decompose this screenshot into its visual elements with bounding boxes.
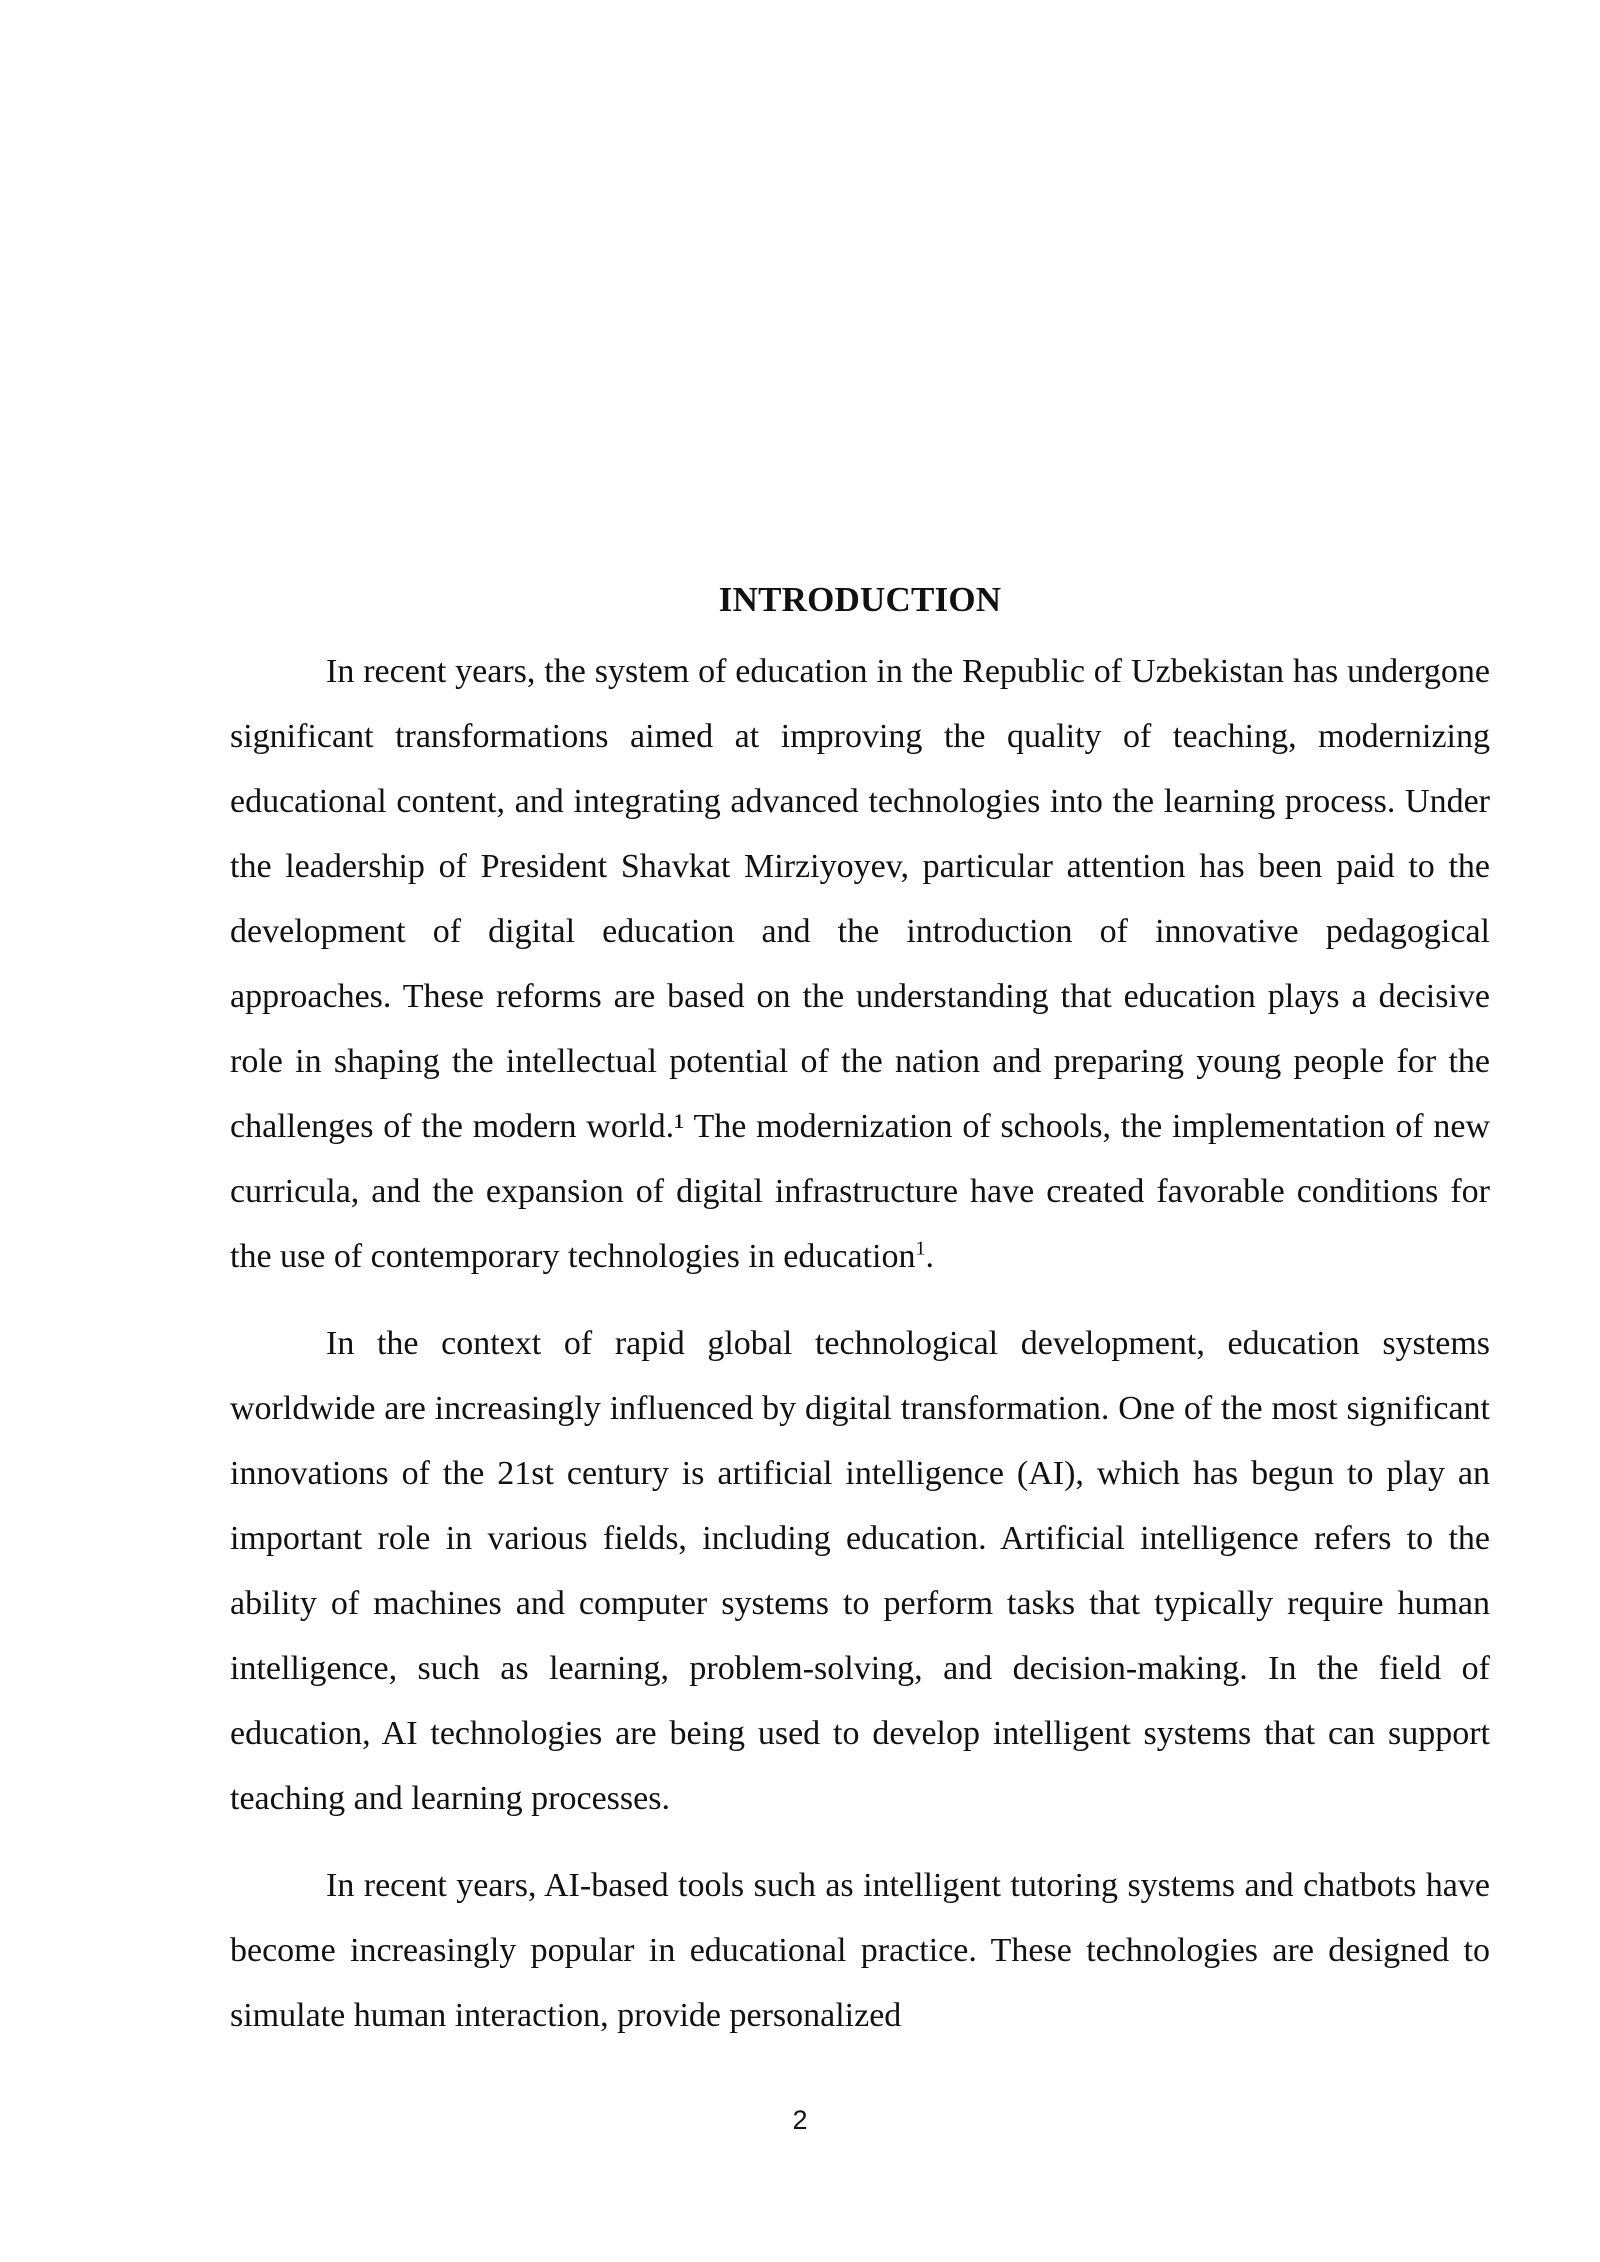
paragraph-1-text: In recent years, the system of education in the Republic of Uzbekistan has undergone significant transformations aimed at improving the quality of teaching, modernizing educational content, and integrating advanced technologies into the learning process. Under the leadership of President Shavkat Mirziyoyev, particular attention has been paid to the development of digital education and the introduction of innovative pedagogical approaches. These reforms are based on the understanding that education plays a decisive role in shaping the intellectual potential of the nation and preparing young people for the challenges of the modern world.¹ The modernization of schools, the implementation of new curricula, and the expansion of digital infrastructure have created favorable conditions for the use of contemporary technologies in education: [230, 653, 1490, 1275]
paragraph-3-text: In recent years, AI-based tools such as intelligent tutoring systems and chatbots have become increasingly popular in educational practice. These technologies are designed to simulate human interaction, provide personalized: [230, 1867, 1490, 2034]
paragraph-2: [230, 1311, 1490, 1831]
page-number: 2: [792, 2105, 808, 2135]
paragraph-1-ending: .: [925, 1238, 934, 1275]
paragraph-2-text: In the context of rapid global technological development, education systems worldwide are increasingly influenced by digital transformation. One of the most significant innovations of the 21st century is artificial intelligence (AI), which has begun to play an important role in various fields, including education. Artificial intelligence refers to the ability of machines and computer systems to perform tasks that typically require human intelligence, such as learning, problem-solving, and decision-making. In the field of education, AI technologies are being used to develop intelligent systems that can support teaching and learning processes.: [230, 1325, 1490, 1817]
section-heading: INTRODUCTION: [718, 580, 1002, 619]
paragraph-3: [230, 1853, 1490, 2048]
footnote-reference[interactable]: 1: [915, 1237, 926, 1260]
page-content: [230, 575, 1490, 2070]
paragraph-1: [230, 639, 1490, 1289]
